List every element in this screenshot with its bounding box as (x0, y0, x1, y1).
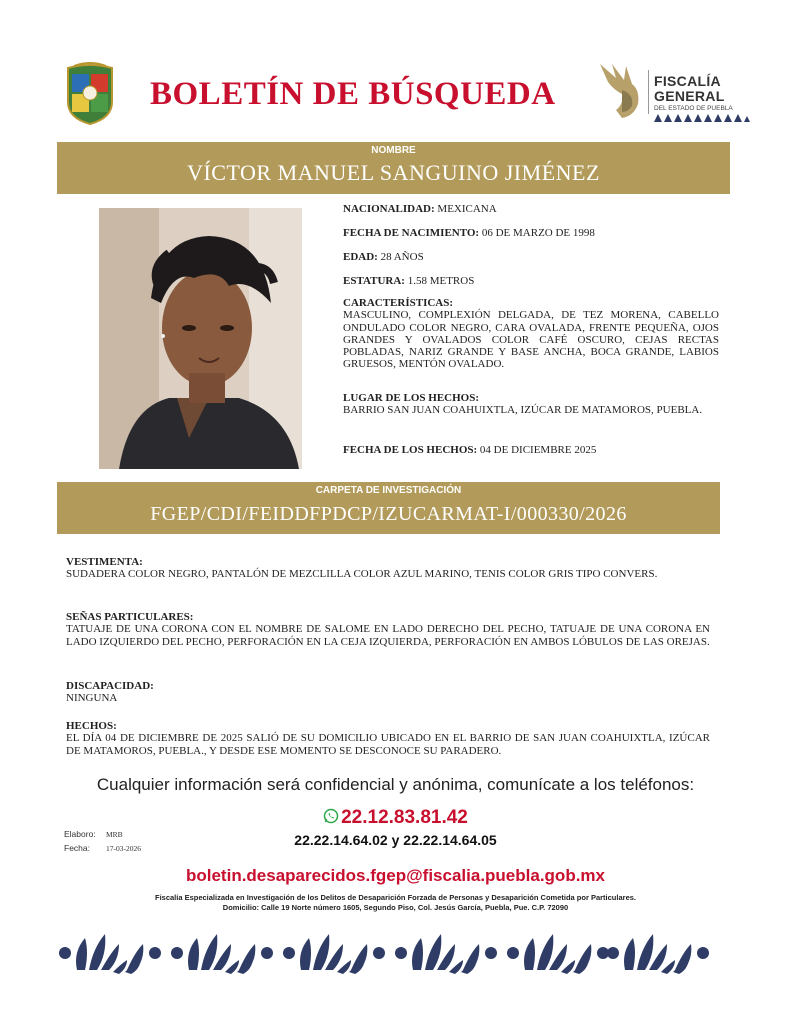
place-label: LUGAR DE LOS HECHOS: (343, 392, 479, 404)
name-banner (57, 142, 730, 194)
ornament-motif-4 (395, 934, 497, 974)
fecha-value: 17-03-2026 (106, 844, 141, 853)
ornament-motif-1 (59, 934, 161, 974)
clothing-value: SUDADERA COLOR NEGRO, PANTALÓN DE MEZCLILLA COLOR AZUL MARINO, TENIS COLOR GRIS TIPO CONVERS. (66, 568, 658, 581)
secondary-phone-numbers[interactable]: 22.22.14.64.02 y 22.22.14.64.05 (294, 832, 497, 848)
disability-section (66, 680, 710, 705)
footer-agency-name: Fiscalía Especializada en Investigación de los Delitos de Desaparición Forzada de Personas y Desaparición Cometida por Particulares. (154, 893, 636, 902)
disability-value: NINGUNA (66, 692, 118, 705)
marks-label: SEÑAS PARTICULARES: (66, 611, 194, 623)
ornament-motif-6 (607, 934, 709, 974)
name-label: NOMBRE (371, 145, 416, 156)
event-date-value: 04 DE DICIEMBRE 2025 (479, 444, 597, 456)
age-field (343, 251, 719, 263)
bulletin-title: BOLETÍN DE BÚSQUEDA (150, 76, 556, 112)
features-value: MASCULINO, COMPLEXIÓN DELGADA, DE TEZ MORENA, CABELLO ONDULADO COLOR NEGRO, CARA OVALADA, FRENTE PEQUEÑA, OJOS GRANDES Y OVALADOS COLOR CAFÉ OSCURO, CEJAS RECTAS POBLADAS, NARIZ GRANDE Y BASE ANCHA, BOCA GRANDE, LABIOS GRUESOS, MENTÓN OVALADO. (343, 309, 719, 371)
marks-value: TATUAJE DE UNA CORONA CON EL NOMBRE DE SALOME EN LADO DERECHO DEL PECHO, TATUAJE DE UNA CORONA EN LADO IZQUIERDO DEL PECHO, PERFORACIÓN EN LA CEJA IZQUIERDA, PERFORACIÓN EN AMBOS LÓBULOS DE LAS OREJAS. (66, 623, 710, 648)
event-date-label: FECHA DE LOS HECHOS: (343, 444, 478, 456)
facts-value: EL DÍA 04 DE DICIEMBRE DE 2025 SALIÓ DE SU DOMICILIO UBICADO EN EL BARRIO DE SAN JUAN COAHUIXTLA, IZÚCAR DE MATAMOROS, PUEBLA., Y DESDE ESE MOMENTO SE DESCONOCE SU PARADERO. (66, 732, 710, 757)
features-label: CARACTERÍSTICAS: (343, 297, 454, 309)
clothing-section (66, 556, 710, 581)
confidential-info-line: Cualquier información será confidencial y anónima, comunícate a los teléfonos: (96, 775, 695, 794)
missing-person-photo (99, 208, 302, 469)
decorative-talavera-band (55, 930, 715, 976)
nationality-label: NACIONALIDAD: (343, 203, 435, 215)
elaboro-label: Elaboro: (64, 829, 96, 839)
disability-label: DISCAPACIDAD: (66, 680, 154, 692)
height-value: 1.58 METROS (407, 275, 475, 287)
case-file-banner (57, 482, 720, 534)
birthdate-label: FECHA DE NACIMIENTO: (343, 227, 480, 239)
ornament-motif-5 (507, 934, 609, 974)
birthdate-value: 06 DE MARZO DE 1998 (481, 227, 595, 239)
height-field (343, 275, 719, 287)
case-file-label: CARPETA DE INVESTIGACIÓN (315, 485, 462, 496)
agency-name-line1: FISCALÍA (654, 73, 721, 89)
nationality-field (343, 203, 719, 215)
whatsapp-icon (323, 808, 339, 824)
state-coat-of-arms-logo (64, 62, 116, 126)
ornament-motif-2 (171, 934, 273, 974)
ornament-motif-3 (283, 934, 385, 974)
contact-email[interactable]: boletin.desaparecidos.fgep@fiscalia.puebla.gob.mx (185, 866, 605, 885)
age-value: 28 AÑOS (380, 251, 424, 263)
facts-section (66, 720, 710, 757)
agency-pattern-strip (654, 114, 750, 122)
birthdate-field (343, 227, 719, 239)
case-file-number: FGEP/CDI/FEIDDFPDCP/IZUCARMAT-I/000330/2026 (150, 503, 627, 525)
age-label: EDAD: (343, 251, 378, 263)
fiscalia-logo (594, 60, 754, 122)
elaboro-value: MRB (106, 830, 123, 839)
clothing-label: VESTIMENTA: (66, 556, 143, 568)
fiscalia-emblem-icon (594, 60, 648, 122)
main-phone-line (0, 807, 791, 829)
agency-name-line3: DEL ESTADO DE PUEBLA (654, 105, 733, 112)
fecha-label: Fecha: (64, 843, 90, 853)
footer-address: Domicilio: Calle 19 Norte número 1605, Segundo Piso, Col. Jesús García, Puebla, Pue. C.P. 72090 (222, 903, 569, 912)
distinguishing-marks-section (66, 611, 710, 648)
height-label: ESTATURA: (343, 275, 405, 287)
main-phone-number[interactable]: 22.12.83.81.42 (341, 807, 468, 828)
place-field (343, 392, 719, 417)
event-date-field (343, 444, 719, 456)
facts-label: HECHOS: (66, 720, 117, 732)
person-name: VÍCTOR MANUEL SANGUINO JIMÉNEZ (187, 160, 600, 185)
features-field (343, 297, 719, 371)
agency-name-line2: GENERAL (654, 88, 725, 104)
nationality-value: MEXICANA (437, 203, 497, 215)
place-value: BARRIO SAN JUAN COAHUIXTLA, IZÚCAR DE MATAMOROS, PUEBLA. (343, 404, 703, 417)
